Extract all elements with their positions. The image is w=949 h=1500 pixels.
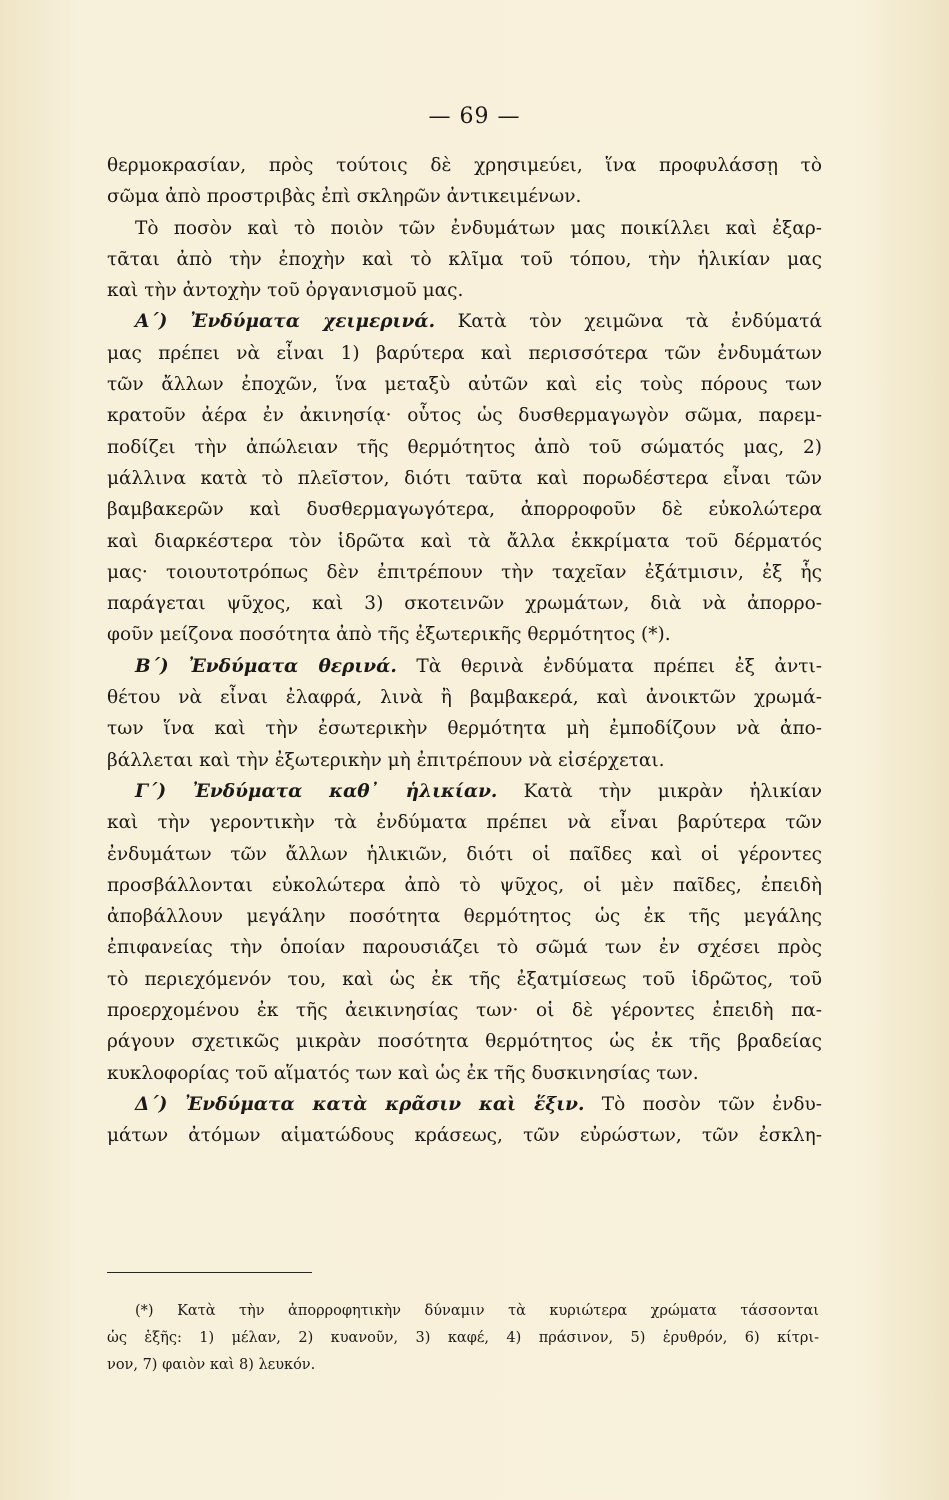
section-heading: Α΄) Ἐνδύματα χειμερινά. bbox=[135, 311, 436, 333]
text-line bbox=[107, 651, 822, 682]
line-text: Κατὰ τὴν μικρὰν ἡλικίαν bbox=[497, 780, 822, 802]
line-text: βάλλεται καὶ τὴν ἐξωτερικὴν μὴ ἐπιτρέπουν νὰ εἰσέρχεται. bbox=[107, 749, 665, 771]
text-line bbox=[107, 369, 822, 400]
text-line bbox=[107, 901, 822, 932]
text-line bbox=[107, 181, 822, 212]
text-line bbox=[107, 338, 822, 369]
line-text: ἐνδυμάτων τῶν ἄλλων ἡλικιῶν, διότι οἱ παῖδες καὶ οἱ γέροντες bbox=[107, 843, 822, 865]
line-text: των ἵνα καὶ τὴν ἐσωτερικὴν θερμότητα μὴ ἐμποδίζουν νὰ ἀπο- bbox=[107, 718, 822, 740]
text-line bbox=[107, 995, 822, 1026]
section-heading: Γ΄) Ἐνδύματα καθ᾽ ἡλικίαν. bbox=[135, 780, 498, 802]
line-text: ράγουν σχετικῶς μικρὰν ποσότητα θερμότητος ὡς ἐκ τῆς βραδείας bbox=[107, 1031, 822, 1053]
text-line bbox=[107, 150, 822, 181]
line-text: προερχομένου ἐκ τῆς ἀεικινησίας των· οἱ δὲ γέροντες ἐπειδὴ πα- bbox=[107, 1000, 822, 1022]
text-line bbox=[107, 306, 822, 337]
line-text: καὶ τὴν ἀντοχὴν τοῦ ὀργανισμοῦ μας. bbox=[107, 280, 464, 302]
line-text: ἀποβάλλουν μεγάλην ποσότητα θερμότητος ὡς ἐκ τῆς μεγάλης bbox=[107, 906, 822, 928]
text-line bbox=[107, 619, 822, 650]
line-text: μας πρέπει νὰ εἶναι 1) βαρύτερα καὶ περισσότερα τῶν ἐνδυμάτων bbox=[107, 342, 822, 364]
body-text bbox=[107, 150, 822, 1152]
line-text: Κατὰ τὸν χειμῶνα τὰ ἐνδύματά bbox=[435, 311, 822, 333]
text-line bbox=[107, 776, 822, 807]
text-line bbox=[107, 275, 822, 306]
line-text: μάλλινα κατὰ τὸ πλεῖστον, διότι ταῦτα καὶ πορωδέστερα εἶναι τῶν bbox=[107, 467, 822, 489]
line-text: καὶ τὴν γεροντικὴν τὰ ἐνδύματα πρέπει νὰ εἶναι βαρύτερα τῶν bbox=[107, 812, 822, 834]
line-text: βαμβακερῶν καὶ δυσθερμαγωγότερα, ἀπορροφοῦν δὲ εὐκολώτερα bbox=[107, 499, 822, 521]
line-text: τὸ περιεχόμενόν του, καὶ ὡς ἐκ τῆς ἐξατμίσεως τοῦ ἱδρῶτος, τοῦ bbox=[107, 968, 822, 990]
line-text: ἐπιφανείας τὴν ὁποίαν παρουσιάζει τὸ σῶμά των ἐν σχέσει πρὸς bbox=[107, 937, 822, 959]
section-heading: Β΄) Ἐνδύματα θερινά. bbox=[135, 655, 397, 677]
line-text: Τὰ θερινὰ ἐνδύματα πρέπει ἐξ ἀντι- bbox=[396, 655, 822, 677]
text-line bbox=[107, 1026, 822, 1057]
footnote-line: ὡς ἑξῆς: 1) μέλαν, 2) κυανοῦν, 3) καφέ, 4) πράσινον, 5) ἐρυθρόν, 6) κίτρι- bbox=[107, 1330, 819, 1346]
line-text: σῶμα ἀπὸ προστριβὰς ἐπὶ σκληρῶν ἀντικειμένων. bbox=[107, 186, 582, 208]
text-line bbox=[107, 432, 822, 463]
line-text: φοῦν μείζονα ποσότητα ἀπὸ τῆς ἐξωτερικῆς θερμότητος (*). bbox=[107, 624, 671, 646]
line-text: μάτων ἀτόμων αἱματώδους κράσεως, τῶν εὐρώστων, τῶν ἐσκλη- bbox=[107, 1125, 822, 1147]
text-line bbox=[107, 494, 822, 525]
line-text: προσβάλλονται εὐκολώτερα ἀπὸ τὸ ψῦχος, οἱ μὲν παῖδες, ἐπειδὴ bbox=[107, 874, 822, 896]
footnote-line: (*) Κατὰ τὴν ἀπορροφητικὴν δύναμιν τὰ κυριώτερα χρώματα τάσσονται bbox=[135, 1303, 819, 1319]
text-line bbox=[107, 1058, 822, 1089]
page-number: — 69 — bbox=[428, 104, 521, 129]
line-text: Τὸ ποσὸν τῶν ἐνδυ- bbox=[584, 1093, 822, 1115]
footnote bbox=[107, 1298, 819, 1379]
line-text: ποδίζει τὴν ἀπώλειαν τῆς θερμότητος ἀπὸ τοῦ σώματός μας, 2) bbox=[107, 436, 822, 458]
text-line bbox=[107, 839, 822, 870]
text-line bbox=[107, 807, 822, 838]
line-text: τῶν ἄλλων ἐποχῶν, ἵνα μεταξὺ αὐτῶν καὶ εἰς τοὺς πόρους των bbox=[107, 374, 822, 396]
text-line bbox=[107, 213, 822, 244]
footnote-rule bbox=[107, 1272, 312, 1273]
text-line bbox=[107, 526, 822, 557]
line-text: Τὸ ποσὸν καὶ τὸ ποιὸν τῶν ἐνδυμάτων μας ποικίλλει καὶ ἐξαρ- bbox=[135, 217, 822, 239]
text-line bbox=[107, 870, 822, 901]
line-text: παράγεται ψῦχος, καὶ 3) σκοτεινῶν χρωμάτων, διὰ νὰ ἀπορρο- bbox=[107, 593, 822, 615]
text-line bbox=[107, 244, 822, 275]
text-line bbox=[107, 932, 822, 963]
text-line bbox=[107, 557, 822, 588]
line-text: κυκλοφορίας τοῦ αἵματός των καὶ ὡς ἐκ τῆς δυσκινησίας των. bbox=[107, 1062, 699, 1084]
line-text: τᾶται ἀπὸ τὴν ἐποχὴν καὶ τὸ κλῖμα τοῦ τόπου, τὴν ἡλικίαν μας bbox=[107, 248, 822, 270]
text-line bbox=[107, 463, 822, 494]
text-line bbox=[107, 713, 822, 744]
line-text: καὶ διαρκέστερα τὸν ἱδρῶτα καὶ τὰ ἄλλα ἐκκρίματα τοῦ δέρματός bbox=[107, 530, 822, 552]
text-line bbox=[107, 1120, 822, 1151]
text-line bbox=[107, 1089, 822, 1120]
footnote-line: νον, 7) φαιὸν καὶ 8) λευκόν. bbox=[107, 1357, 316, 1373]
line-text: κρατοῦν ἀέρα ἐν ἀκινησίᾳ· οὗτος ὡς δυσθερμαγωγὸν σῶμα, παρεμ- bbox=[107, 405, 822, 427]
text-line bbox=[107, 682, 822, 713]
text-line bbox=[107, 400, 822, 431]
text-line bbox=[107, 745, 822, 776]
text-line bbox=[107, 588, 822, 619]
line-text: θέτου νὰ εἶναι ἐλαφρά, λινὰ ἢ βαμβακερά, καὶ ἀνοικτῶν χρωμά- bbox=[107, 687, 822, 709]
line-text: θερμοκρασίαν, πρὸς τούτοις δὲ χρησιμεύει, ἵνα προφυλάσσῃ τὸ bbox=[107, 155, 822, 176]
text-line bbox=[107, 964, 822, 995]
section-heading: Δ΄) Ἐνδύματα κατὰ κρᾶσιν καὶ ἕξιν. bbox=[135, 1093, 585, 1115]
line-text: μας· τοιουτοτρόπως δὲν ἐπιτρέπουν τὴν ταχεῖαν ἐξάτμισιν, ἐξ ἧς bbox=[107, 561, 822, 583]
